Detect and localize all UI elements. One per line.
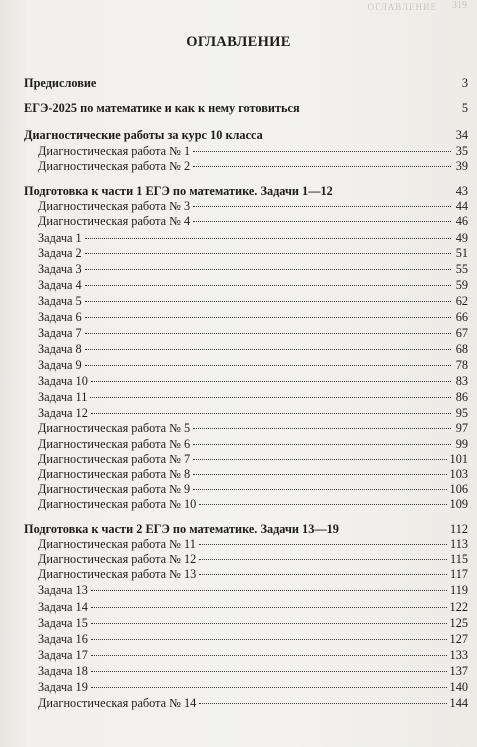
toc-entry [24, 552, 468, 567]
dot-leader [85, 364, 451, 366]
toc-entry-label: Задача 7 [38, 326, 82, 340]
toc-entry-label: Задача 11 [38, 390, 88, 404]
toc-entry-label: Диагностическая работа № 14 [38, 696, 197, 710]
toc-entry-label: Задача 14 [38, 600, 88, 614]
toc-entry [24, 632, 468, 647]
toc-entry-label: Диагностическая работа № 11 [38, 537, 196, 551]
toc-page-number: 99 [455, 437, 468, 451]
toc-page-number: 140 [449, 680, 468, 694]
dot-leader [303, 108, 451, 109]
toc-page-number: 66 [455, 310, 468, 324]
toc-page-number: 59 [455, 278, 468, 292]
toc-page-number: 49 [455, 231, 468, 245]
dot-leader [85, 284, 451, 286]
toc-entry [24, 648, 468, 663]
toc-entry [24, 390, 468, 405]
toc-entry-label: Диагностическая работа № 12 [38, 552, 197, 566]
toc-page-number: 35 [455, 144, 468, 158]
toc-page-number: 115 [450, 552, 468, 566]
toc-entry [24, 680, 468, 695]
dot-leader [91, 670, 447, 672]
toc-section [24, 184, 468, 199]
toc-entry [24, 246, 468, 261]
toc-entry-label: Диагностическая работа № 3 [38, 199, 191, 213]
toc-entry-label: Диагностическая работа № 5 [38, 421, 191, 435]
dot-leader [199, 702, 446, 704]
toc-entry [24, 664, 468, 679]
toc-page-number: 62 [455, 294, 468, 308]
toc-entry-label: Диагностическая работа № 1 [38, 144, 191, 158]
toc-entry-label: Диагностическая работа № 4 [38, 214, 191, 228]
toc-page-number: 55 [455, 262, 468, 276]
dot-leader [336, 191, 451, 192]
toc-entry [24, 159, 468, 174]
toc-page-number: 113 [450, 537, 468, 551]
toc-entry-label: Задача 10 [38, 374, 88, 388]
dot-leader [193, 205, 451, 207]
dot-leader [193, 150, 451, 152]
toc-entry-label: Предисловие [24, 76, 97, 90]
toc-page-number: 122 [449, 600, 468, 614]
dot-leader [99, 83, 451, 84]
dot-leader [91, 638, 447, 640]
dot-leader [91, 412, 451, 414]
toc-page-number: 112 [450, 522, 468, 536]
toc-page-number: 109 [449, 497, 468, 511]
toc-entry-label: Подготовка к части 1 ЕГЭ по математике. Задачи 1—12 [24, 184, 333, 198]
dot-leader [193, 220, 451, 222]
dot-leader [199, 558, 447, 560]
toc-page-number: 86 [455, 390, 468, 404]
toc-entry [24, 326, 468, 341]
toc-page-number: 3 [461, 76, 468, 90]
toc-entry [24, 144, 468, 159]
dot-leader [193, 427, 451, 429]
toc-entry-label: Задача 3 [38, 262, 82, 276]
toc-entry-label: Задача 19 [38, 680, 88, 694]
toc-entry [24, 374, 468, 389]
bleed-through-page-number: 319 [452, 0, 467, 11]
dot-leader [266, 135, 451, 136]
dot-leader [193, 473, 446, 475]
dot-leader [193, 458, 446, 460]
toc-entry-label: Задача 4 [38, 278, 82, 292]
toc-page-number: 5 [461, 101, 468, 115]
toc-entry-label: Диагностические работы за курс 10 класса [24, 128, 263, 142]
toc-entry [24, 214, 468, 229]
toc-entry [24, 467, 468, 482]
toc-page-number: 127 [449, 632, 468, 646]
toc-page-number: 83 [455, 374, 468, 388]
toc-entry [24, 600, 468, 615]
dot-leader [193, 443, 451, 445]
dot-leader [91, 622, 447, 624]
dot-leader [91, 654, 447, 656]
toc-entry [24, 358, 468, 373]
dot-leader [90, 396, 451, 398]
toc-entry-label: Задача 6 [38, 310, 82, 324]
toc-entry-label: Задача 9 [38, 358, 82, 372]
toc-entry [24, 231, 468, 246]
toc-entry-label: Диагностическая работа № 7 [38, 452, 191, 466]
dot-leader [91, 589, 447, 591]
toc-entry-label: Задача 12 [38, 406, 88, 420]
toc-entry [24, 482, 468, 497]
dot-leader [193, 488, 446, 490]
toc-entry [24, 262, 468, 277]
toc-entry-label: Диагностическая работа № 2 [38, 159, 191, 173]
toc-entry-label: Задача 18 [38, 664, 88, 678]
dot-leader [91, 380, 451, 382]
toc-entry [24, 497, 468, 512]
toc-page-number: 43 [455, 184, 468, 198]
dot-leader [91, 606, 447, 608]
toc-entry [24, 199, 468, 214]
toc-entry [24, 421, 468, 436]
toc-page-number: 78 [455, 358, 468, 372]
toc-entry-label: Диагностическая работа № 10 [38, 497, 197, 511]
toc-page-number: 103 [449, 467, 468, 481]
toc-entry-label: Диагностическая работа № 6 [38, 437, 191, 451]
toc-page-number: 137 [449, 664, 468, 678]
toc-entry-label: ЕГЭ-2025 по математике и как к нему готовиться [24, 101, 300, 115]
toc-entry [24, 616, 468, 631]
toc-entry-label: Диагностическая работа № 9 [38, 482, 191, 496]
dot-leader [193, 165, 451, 167]
toc-entry [24, 696, 468, 711]
toc-entry-label: Задача 1 [38, 231, 82, 245]
toc-entry [24, 406, 468, 421]
dot-leader [85, 316, 451, 318]
toc-section [24, 101, 468, 116]
toc-entry-label: Задача 16 [38, 632, 88, 646]
toc-entry [24, 342, 468, 357]
toc-section [24, 522, 468, 537]
bleed-through-text: ОГЛАВЛЕНИЕ [367, 2, 437, 12]
toc-page-number: 46 [455, 214, 468, 228]
toc-entry [24, 278, 468, 293]
toc-entry [24, 437, 468, 452]
toc-entry [24, 567, 468, 582]
dot-leader [342, 529, 447, 530]
dot-leader [91, 686, 447, 688]
toc-entry-label: Задача 8 [38, 342, 82, 356]
toc-page-number: 125 [449, 616, 468, 630]
toc-page-number: 106 [449, 482, 468, 496]
toc-entry [24, 310, 468, 325]
toc-page-number: 67 [455, 326, 468, 340]
toc-entry-label: Диагностическая работа № 8 [38, 467, 191, 481]
toc-page-number: 68 [455, 342, 468, 356]
dot-leader [199, 543, 447, 545]
dot-leader [85, 237, 451, 239]
toc-page-number: 95 [455, 406, 468, 420]
toc-page-number: 101 [449, 452, 468, 466]
toc-entry-label: Задача 2 [38, 246, 82, 260]
toc-page-number: 44 [455, 199, 468, 213]
toc-entry-label: Задача 15 [38, 616, 88, 630]
toc-entry [24, 537, 468, 552]
toc-page-number: 97 [455, 421, 468, 435]
toc-entry [24, 583, 468, 598]
toc-page-number: 119 [450, 583, 468, 597]
toc-page-number: 144 [449, 696, 468, 710]
toc-page-number: 117 [450, 567, 468, 581]
toc-entry [24, 452, 468, 467]
toc-page-number: 39 [455, 159, 468, 173]
page-title: ОГЛАВЛЕНИЕ [186, 34, 291, 50]
toc-section [24, 76, 468, 91]
toc-page-number: 133 [449, 648, 468, 662]
dot-leader [85, 348, 451, 350]
toc-entry-label: Задача 5 [38, 294, 82, 308]
dot-leader [85, 268, 451, 270]
toc-entry-label: Задача 17 [38, 648, 88, 662]
toc-entry-label: Подготовка к части 2 ЕГЭ по математике. Задачи 13—19 [24, 522, 339, 536]
toc-section [24, 128, 468, 143]
toc-entry-label: Задача 13 [38, 583, 88, 597]
toc-page-number: 34 [455, 128, 468, 142]
dot-leader [85, 332, 451, 334]
toc-page-number: 51 [455, 246, 468, 260]
toc-entry [24, 294, 468, 309]
toc-entry-label: Диагностическая работа № 13 [38, 567, 197, 581]
dot-leader [85, 300, 451, 302]
dot-leader [85, 252, 451, 254]
dot-leader [199, 573, 447, 575]
dot-leader [199, 503, 446, 505]
